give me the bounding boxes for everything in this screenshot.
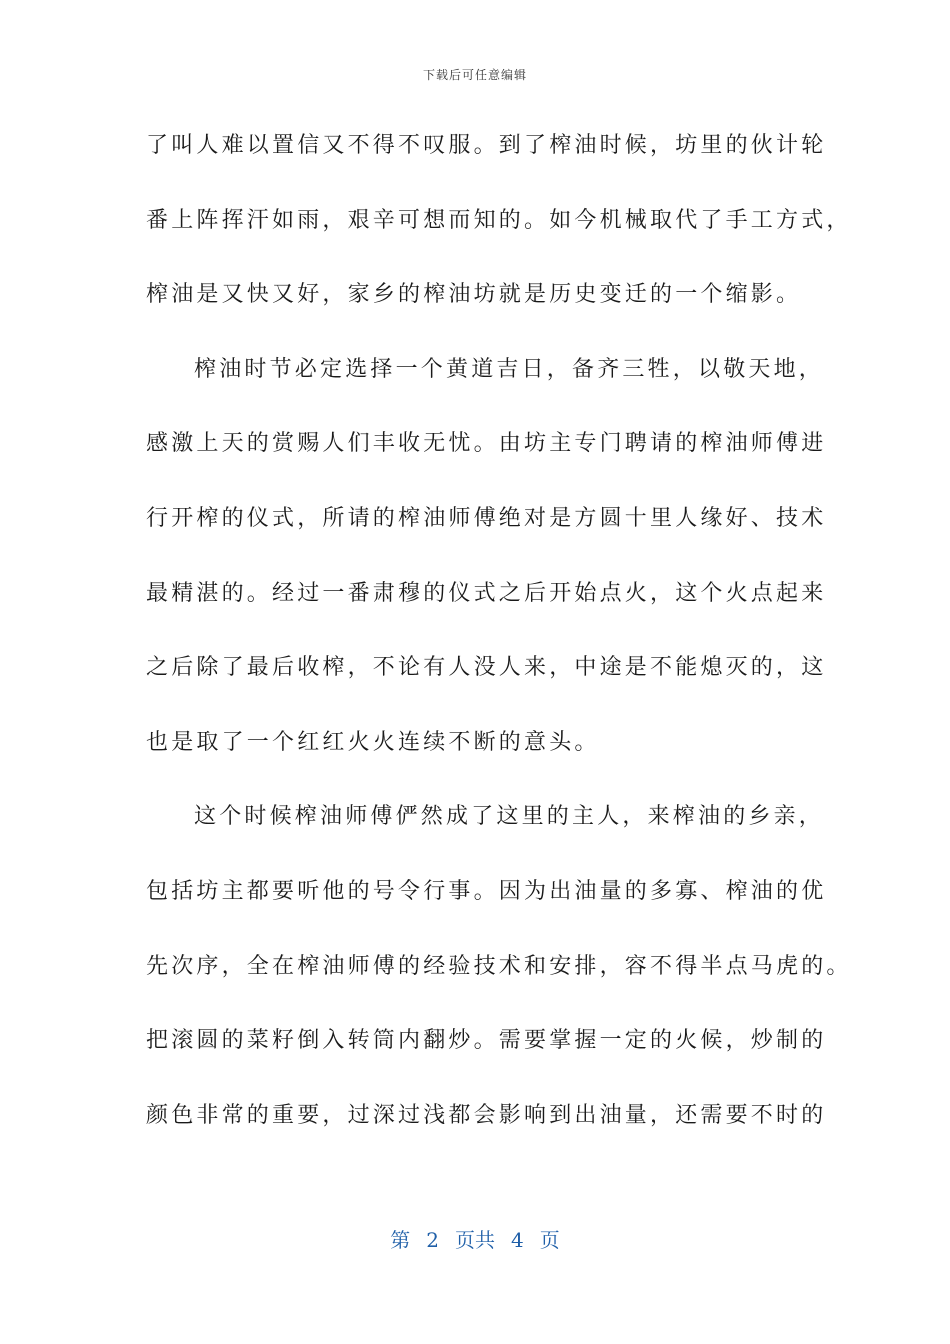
text-line-12: 先次序，全在榨油师傅的经验技术和安排，容不得半点马虎的。 xyxy=(146,953,852,979)
document-body xyxy=(146,120,852,1164)
text-line-2: 番上阵挥汗如雨，艰辛可想而知的。如今机械取代了手工方式， xyxy=(146,207,852,233)
text-line-7: 最精湛的。经过一番肃穆的仪式之后开始点火，这个火点起来 xyxy=(146,580,827,606)
text-line-13: 把滚圆的菜籽倒入转筒内翻炒。需要掌握一定的火候，炒制的 xyxy=(146,1028,827,1054)
page-header: 下载后可任意编辑 xyxy=(422,68,527,82)
page-footer xyxy=(0,1224,950,1253)
footer-suffix: 页 xyxy=(539,1228,560,1252)
text-line-5: 感激上天的赏赐人们丰收无忧。由坊主专门聘请的榨油师傅进 xyxy=(146,431,827,457)
text-line-1: 了叫人难以置信又不得不叹服。到了榨油时候，坊里的伙计轮 xyxy=(146,133,827,158)
text-line-6: 行开榨的仪式，所请的榨油师傅绝对是方圆十里人缘好、技术 xyxy=(146,505,827,531)
footer-prefix: 第 xyxy=(390,1228,411,1252)
footer-middle: 页共 xyxy=(455,1228,495,1252)
footer-current-page: 2 xyxy=(426,1228,439,1252)
text-line-4: 榨油时节必定选择一个黄道吉日，备齐三牲，以敬天地， xyxy=(194,356,825,382)
text-line-10: 这个时候榨油师傅俨然成了这里的主人，来榨油的乡亲， xyxy=(194,804,825,830)
footer-total-pages: 4 xyxy=(511,1228,524,1252)
text-line-9: 也是取了一个红红火火连续不断的意头。 xyxy=(146,729,600,755)
text-line-14: 颜色非常的重要，过深过浅都会影响到出油量，还需要不时的 xyxy=(146,1102,827,1128)
text-line-11: 包括坊主都要听他的号令行事。因为出油量的多寡、榨油的优 xyxy=(146,878,827,904)
text-line-3: 榨油是又快又好，家乡的榨油坊就是历史变迁的一个缩影。 xyxy=(146,282,802,308)
text-line-8: 之后除了最后收榨，不论有人没人来，中途是不能熄灭的，这 xyxy=(146,655,827,681)
